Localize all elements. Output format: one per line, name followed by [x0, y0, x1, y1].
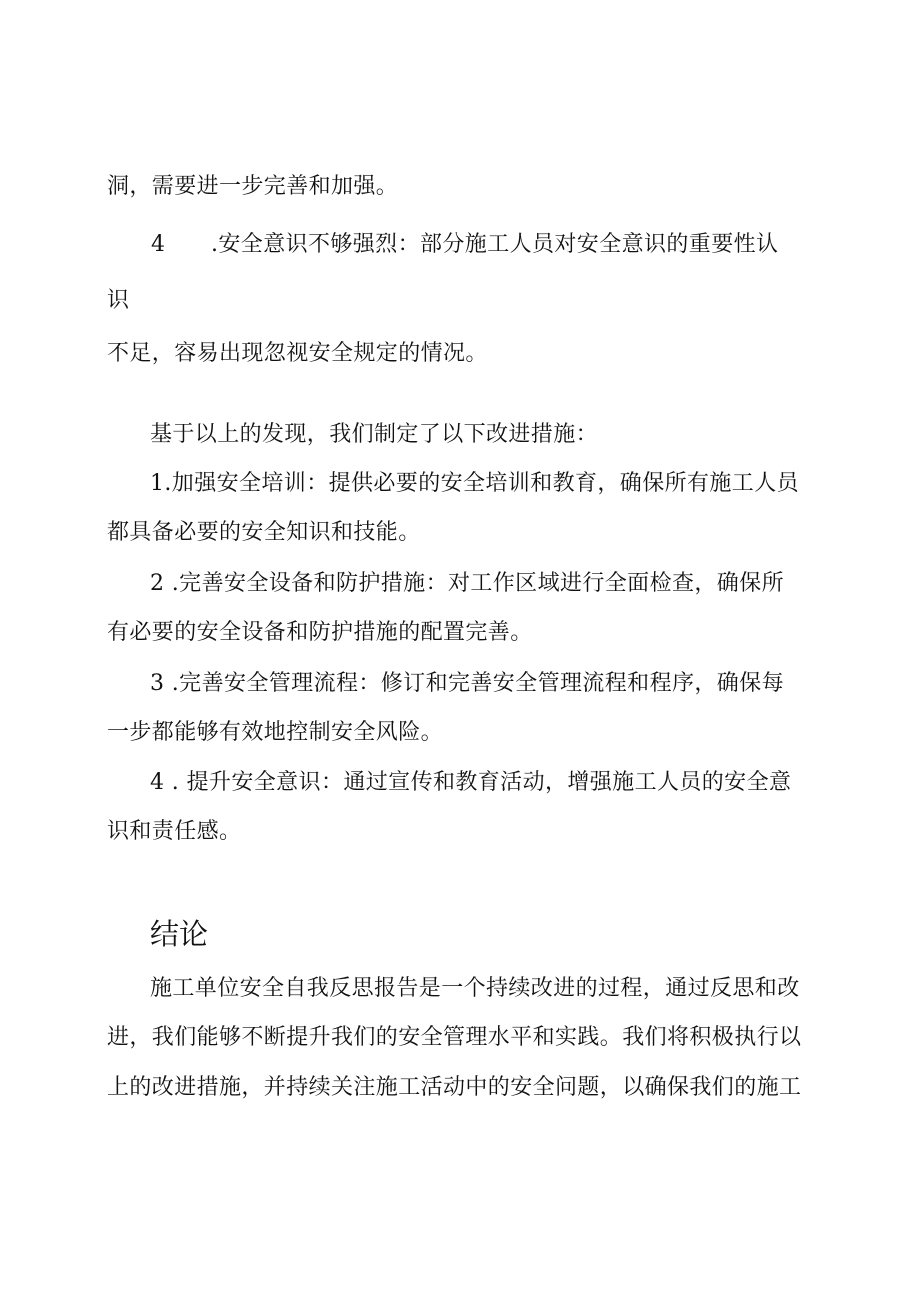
improvement-item-2-line: 2 .完善安全设备和防护措施：对工作区域进行全面检查，确保所 [150, 571, 784, 596]
improvement-item-2-line: 有必要的安全设备和防护措施的配置完善。 [107, 620, 533, 645]
improvements-intro: 基于以上的发现，我们制定了以下改进措施： [150, 422, 599, 447]
improvement-item-1-line: 都具备必要的安全知识和技能。 [107, 520, 421, 545]
conclusion-line: 进，我们能够不断提升我们的安全管理水平和实践。我们将积极执行以 [107, 1025, 802, 1050]
conclusion-line: 上的改进措施，并持续关注施工活动中的安全问题，以确保我们的施工 [107, 1075, 802, 1100]
improvement-item-4-line: 识和责任感。 [107, 819, 242, 844]
improvement-item-3-line: 一步都能够有效地控制安全风险。 [107, 720, 444, 745]
paragraph-line: 识 [107, 288, 130, 313]
list-item-text: .安全意识不够强烈：部分施工人员对安全意识的重要性认 [211, 232, 779, 257]
improvement-item-1-line: 1.加强安全培训：提供必要的安全培训和教育，确保所有施工人员 [150, 471, 799, 496]
paragraph-line: 洞，需要进一步完善和加强。 [107, 174, 399, 199]
conclusion-line: 施工单位安全自我反思报告是一个持续改进的过程，通过反思和改 [150, 976, 800, 1001]
paragraph-line: 不足，容易出现忽视安全规定的情况。 [107, 341, 488, 366]
list-number: 4 [151, 232, 166, 257]
list-item-4-line [151, 230, 778, 260]
improvement-item-3-line: 3 .完善安全管理流程：修订和完善安全管理流程和程序，确保每 [150, 671, 784, 696]
improvement-item-4-line: 4 . 提升安全意识：通过宣传和教育活动，增强施工人员的安全意 [150, 770, 792, 795]
section-heading: 结论 [150, 917, 209, 951]
